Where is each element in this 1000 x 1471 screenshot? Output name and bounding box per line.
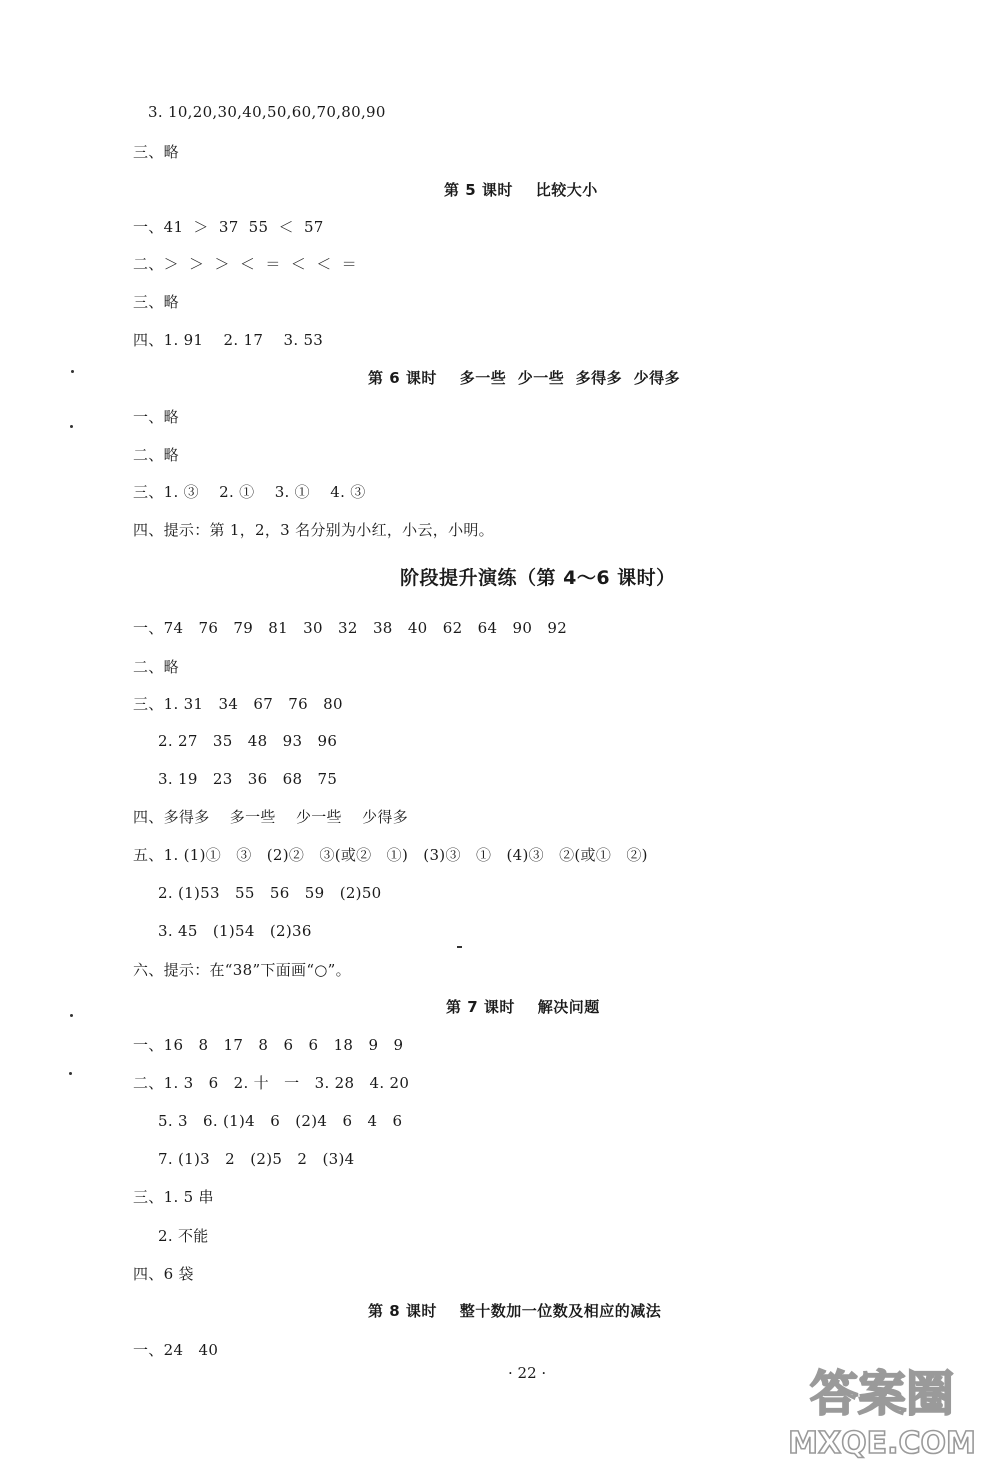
scan-speck bbox=[69, 1072, 72, 1075]
answer-line: 3. 10,20,30,40,50,60,70,80,90 bbox=[148, 103, 386, 121]
answer-line: 二、略 bbox=[133, 446, 179, 464]
answer-line: 2. (1)53 55 56 59 (2)50 bbox=[158, 884, 382, 902]
section-heading: 第 5 课时 比较大小 bbox=[444, 181, 598, 199]
answer-line: 五、1. (1)① ③ (2)② ③(或② ①) (3)③ ① (4)③ ②(或① ②) bbox=[133, 846, 648, 864]
section-heading: 第 6 课时 多一些 少一些 多得多 少得多 bbox=[368, 369, 681, 387]
answer-line: 四、提示：第 1，2，3 名分别为小红，小云，小明。 bbox=[133, 521, 494, 539]
answer-line: 四、6 袋 bbox=[133, 1265, 194, 1283]
answer-line: 二、1. 3 6 2. 十 一 3. 28 4. 20 bbox=[133, 1074, 410, 1092]
answer-line: 四、1. 91 2. 17 3. 53 bbox=[133, 331, 324, 349]
answer-line: 一、74 76 79 81 30 32 38 40 62 64 90 92 bbox=[133, 619, 568, 637]
answer-line: 三、1. 31 34 67 76 80 bbox=[133, 695, 343, 713]
watermark-logo bbox=[782, 1355, 982, 1465]
answer-line: 3. 45 (1)54 (2)36 bbox=[158, 922, 312, 940]
answer-line: 2. 27 35 48 93 96 bbox=[158, 732, 338, 750]
watermark-bottom-text: MXQE.COM bbox=[788, 1426, 976, 1461]
answer-line: 三、略 bbox=[133, 143, 179, 161]
answer-line: 三、1. ③ 2. ① 3. ① 4. ③ bbox=[133, 483, 366, 501]
answer-line: 六、提示：在“38”下面画“○”。 bbox=[133, 961, 351, 979]
scan-speck bbox=[457, 946, 462, 948]
answer-line: 二、略 bbox=[133, 658, 179, 676]
answer-line: 一、略 bbox=[133, 408, 179, 426]
stage-heading: 阶段提升演练（第 4～6 课时） bbox=[400, 567, 676, 589]
section-heading: 第 8 课时 整十数加一位数及相应的减法 bbox=[368, 1302, 662, 1320]
answer-line: 5. 3 6. (1)4 6 (2)4 6 4 6 bbox=[158, 1112, 403, 1130]
answer-line: 一、41 ＞ 37 55 ＜ 57 bbox=[133, 218, 324, 236]
answer-line: 3. 19 23 36 68 75 bbox=[158, 770, 338, 788]
answer-line: 三、略 bbox=[133, 293, 179, 311]
watermark-top-text: 答案圈 bbox=[809, 1366, 955, 1422]
answer-line: 四、多得多 多一些 少一些 少得多 bbox=[133, 808, 409, 826]
answer-line: 一、24 40 bbox=[133, 1341, 219, 1359]
scan-speck bbox=[70, 1014, 73, 1017]
section-heading: 第 7 课时 解决问题 bbox=[446, 998, 600, 1016]
answer-line: 一、16 8 17 8 6 6 18 9 9 bbox=[133, 1036, 404, 1054]
answer-line: 2. 不能 bbox=[158, 1227, 209, 1245]
answer-line: 二、＞ ＞ ＞ ＜ ＝ ＜ ＜ ＝ bbox=[133, 255, 357, 273]
page-number: · 22 · bbox=[508, 1364, 547, 1382]
answer-line: 7. (1)3 2 (2)5 2 (3)4 bbox=[158, 1150, 355, 1168]
answer-line: 三、1. 5 串 bbox=[133, 1188, 214, 1206]
scan-speck bbox=[70, 425, 73, 428]
scan-speck bbox=[71, 370, 74, 373]
watermark-icon bbox=[782, 1355, 982, 1465]
